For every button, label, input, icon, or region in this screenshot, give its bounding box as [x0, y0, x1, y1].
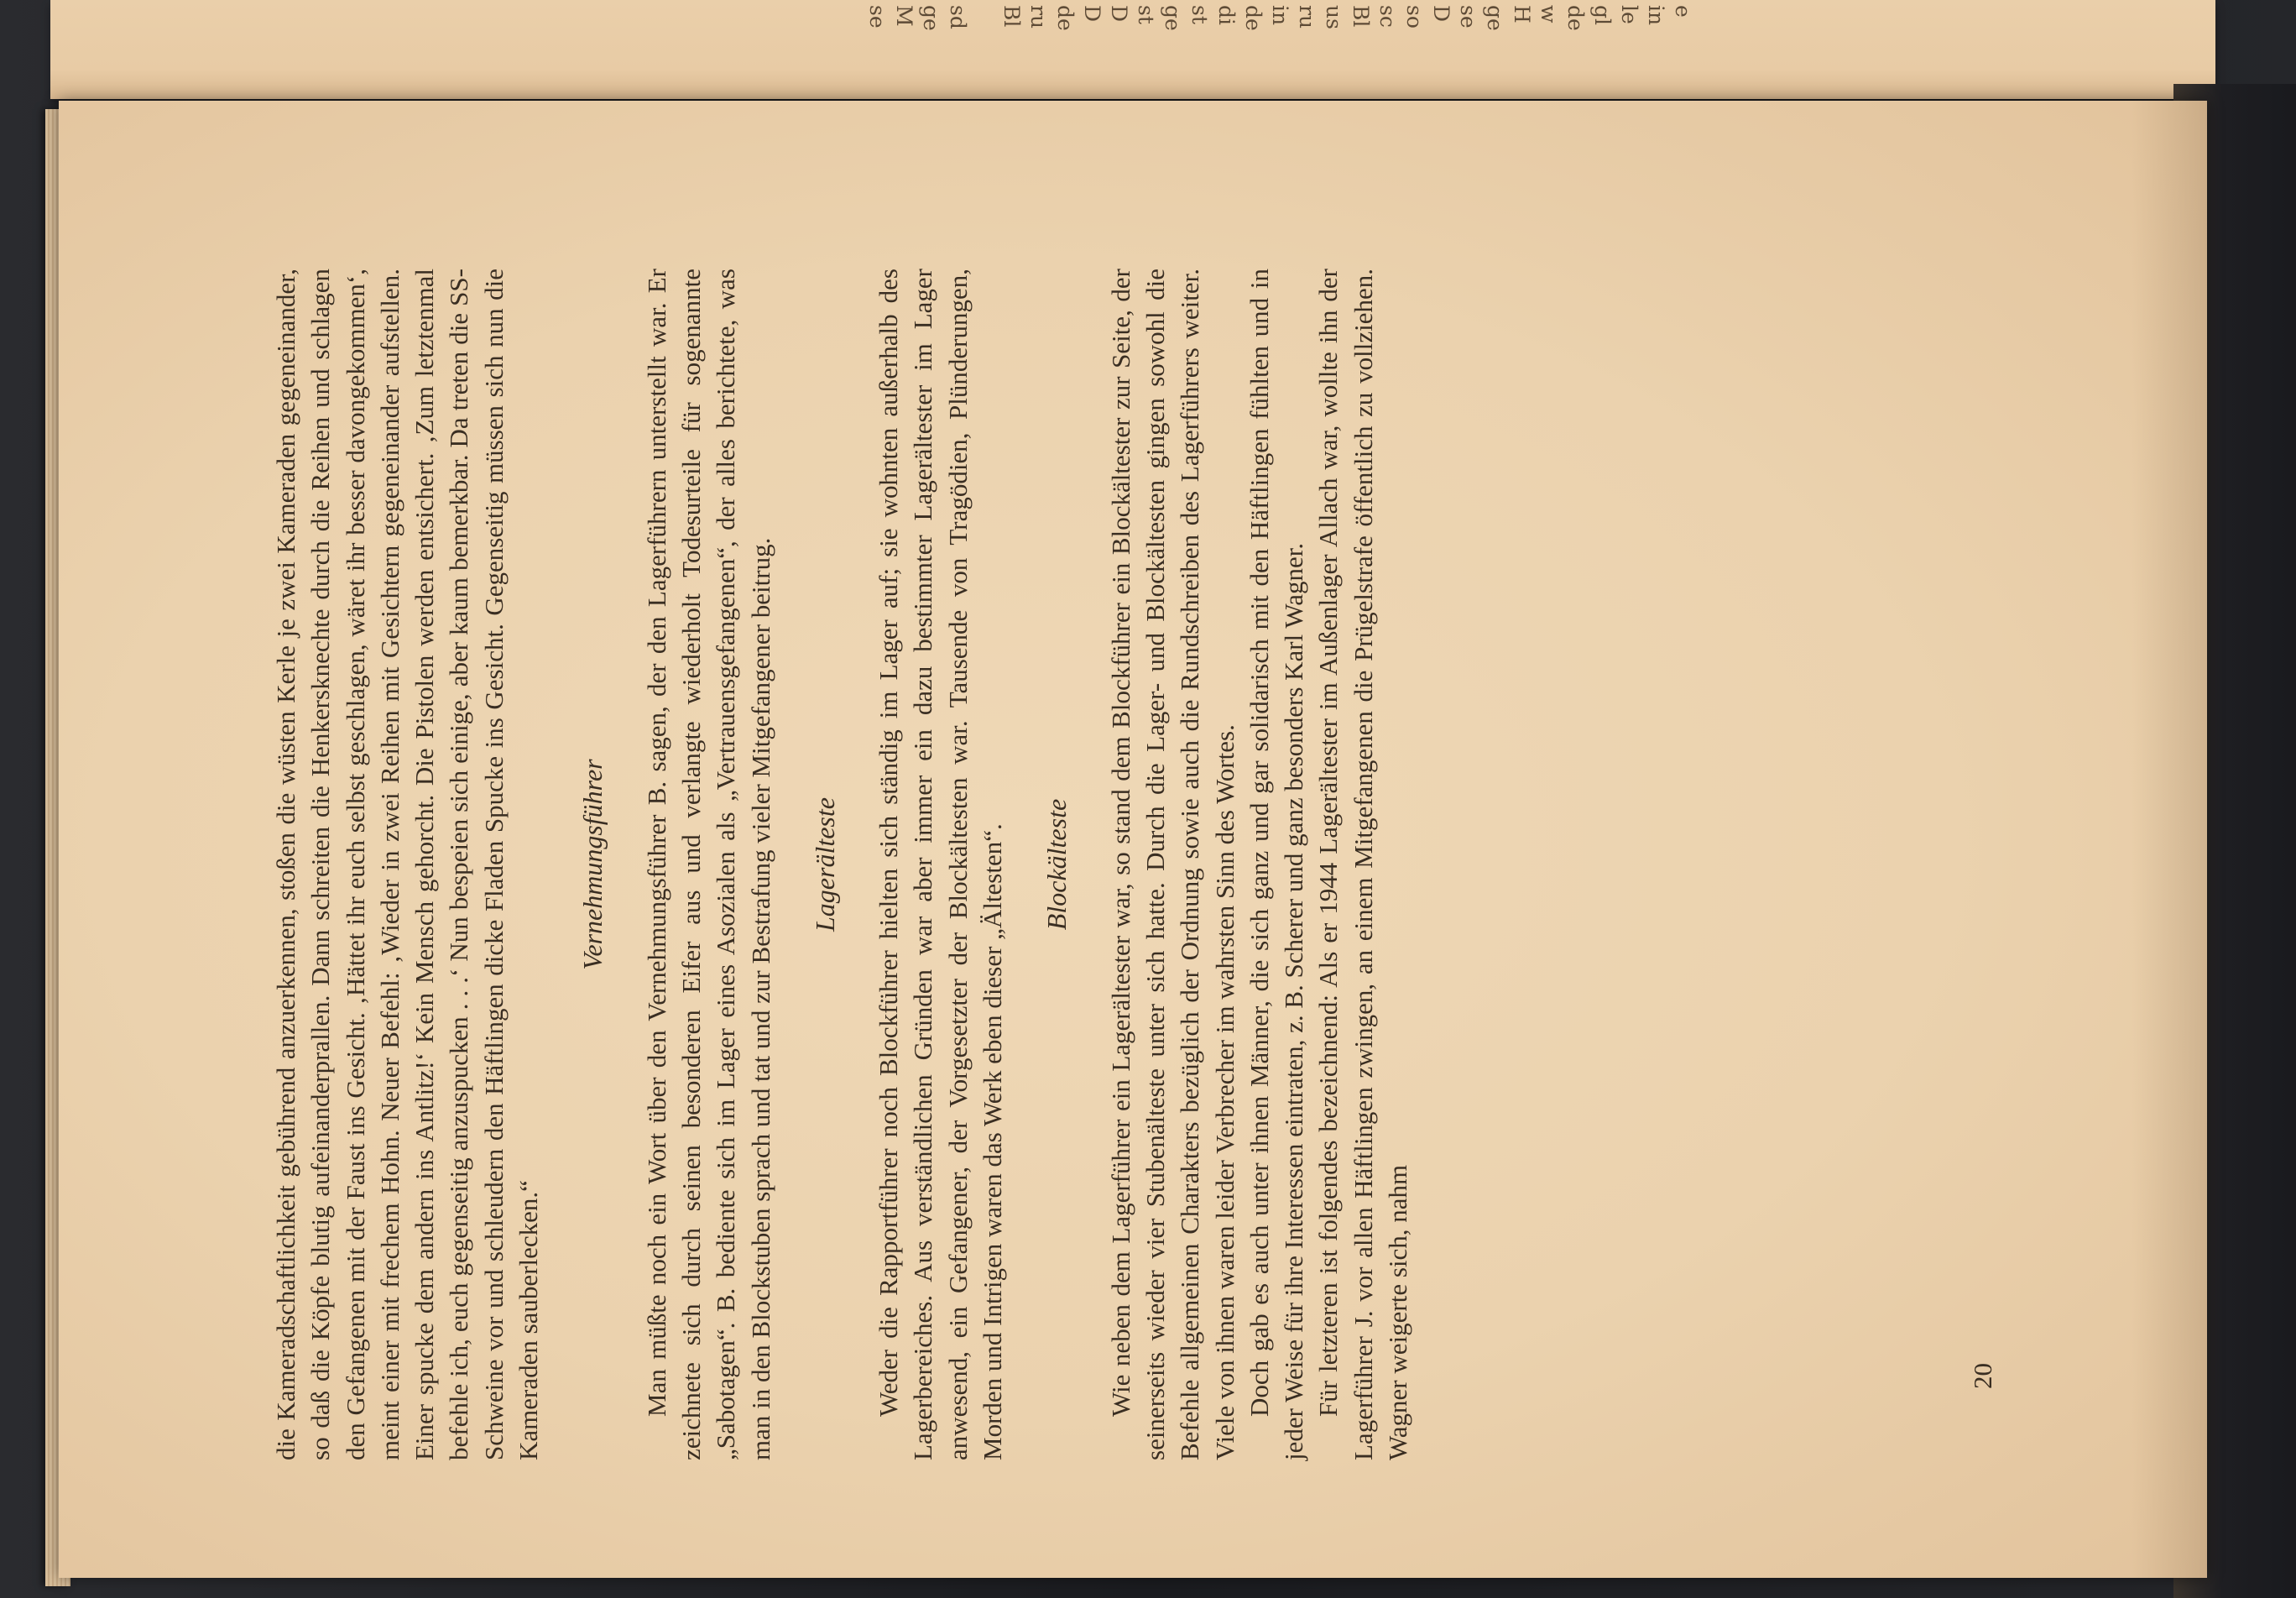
next-page-edge	[50, 0, 2215, 99]
next-page-fragment: Bl	[999, 5, 1024, 28]
next-page-fragment: e	[1671, 5, 1695, 18]
next-page-fragment: sd	[946, 5, 970, 29]
next-page-fragment: M	[892, 5, 916, 27]
next-page-fragment: ru	[1026, 5, 1051, 29]
next-page-fragment: in	[1644, 5, 1668, 26]
next-page-fragment: ru	[1295, 5, 1319, 29]
next-page-fragment: se	[1456, 5, 1480, 29]
paragraph: Für letzteren ist folgendes bezeichnend: Als er 1944 Lagerältester im Außenlager Allach war, wollte ihn der Lagerführer J. vor allen Häftlingen zwingen, an einem Mitgefangenen die Prügelstrafe öffentlich zu vollziehen. Wagner weigerte sich, nahm	[1313, 269, 1413, 1460]
next-page-fragment: in	[1268, 5, 1292, 26]
next-page-fragment: se	[865, 5, 890, 29]
next-page-fragment: Bl	[1349, 5, 1373, 28]
page-number: 20	[1968, 1363, 1997, 1389]
next-page-fragment: so	[1402, 5, 1427, 29]
section-heading-vernehmungsfuehrer: Vernehmungsführer	[577, 759, 608, 970]
next-page-fragment: sc	[1375, 5, 1400, 28]
next-page-fragment: ge	[919, 5, 943, 31]
paragraph: die Kameradschaftlichkeit gebührend anzuerkennen, stoßen die wüsten Kerle je zwei Kameraden gegeneinander, so daß die Köpfe blutig aufeinanderprallen. Dann schreiten die Henkersknechte durch die Reihen und schlagen den Gefangenen mit der Faust ins Gesicht. ‚Hättet ihr euch selbst geschlagen, wäret ihr besser davongekommen‘, meint einer mit frechem Hohn. Neuer Befehl: ‚Wieder in zwei Reihen mit Gesichtern gegeneinander aufstellen. Einer spucke dem andern ins Antlitz!‘ Kein Mensch gehorcht. Die Pistolen werden entsichert. ‚Zum letztenmal befehle ich, euch gegenseitig anzuspucken . . .‘ Nun bespeien sich einige, aber kaum bemerkbar. Da treten die SS-Schweine vor und schleudern den Häftlingen dicke Fladen Spucke ins Gesicht. Gegenseitig müssen sich nun die Kameraden sauberlecken.“	[271, 269, 544, 1460]
next-page-fragment: D	[1429, 5, 1453, 23]
next-page-fragment: D	[1080, 5, 1104, 23]
next-page-fragment: le	[1617, 5, 1641, 24]
paragraph: Weder die Rapportführer noch Blockführer hielten sich ständig im Lager auf; sie wohnten außerhalb des Lagerbereiches. Aus verständlichen Gründen war aber immer ein dazu bestimmter Lagerältester im Lager anwesend, ein Gefangener, der Vorgesetzter der Blockältesten war. Tausende von Tragödien, Plünderungen, Morden und Intrigen waren das Werk eben dieser „Ältesten“.	[874, 269, 1008, 1460]
next-page-fragment: us	[1322, 5, 1346, 29]
next-page-fragment: gl	[1590, 5, 1615, 25]
section-heading-blockaelteste: Blockälteste	[1041, 798, 1072, 931]
next-page-fragment: de	[1563, 5, 1588, 31]
next-page-fragment: D	[1107, 5, 1131, 23]
paragraph: Man müßte noch ein Wort über den Vernehmungsführer B. sagen, der den Lagerführern unterstellt war. Er zeichnete sich durch seinen besonderen Eifer aus und verlangte wiederholt Todesurteile für sogenannte „Sabotagen“. B. bediente sich im Lager eines Asozialen als „Vertrauensgefangenen“, der alles berichtete, was man in den Blockstuben sprach und tat und zur Bestrafung vieler Mitgefangener beitrug.	[641, 269, 775, 1460]
paragraph: Doch gab es auch unter ihnen Männer, die sich ganz und gar solidarisch mit den Häftlingen fühlten und in jeder Weise für ihre Interessen eintraten, z. B. Scherer und ganz besonders Karl Wagner.	[1244, 269, 1309, 1460]
next-page-fragment: st	[1187, 5, 1212, 24]
next-page-text-fragments	[865, 0, 1695, 99]
next-page-fragment: w	[1537, 5, 1561, 24]
section-heading-lageraelteste: Lagerälteste	[809, 797, 840, 932]
section-intro	[269, 269, 545, 1460]
next-page-fragment: ge	[1483, 5, 1507, 31]
page-text-block	[269, 269, 1415, 1460]
next-page-fragment: de	[1053, 5, 1078, 31]
paragraph: Wie neben dem Lagerführer ein Lagerältester war, so stand dem Blockführer ein Blockältester zur Seite, der seinerseits wieder vier Stubenälteste unter sich hatte. Durch die Lager- und Blockältesten gingen sowohl die Befehle allgemeinen Charakters bezüglich der Ordnung sowie auch die Rundschreiben des Lagerführers weiter. Viele von ihnen waren leider Verbrecher im wahrsten Sinn des Wortes.	[1105, 269, 1239, 1460]
next-page-fragment: de	[1241, 5, 1265, 31]
next-page-fragment: ge	[1161, 5, 1185, 31]
next-page-fragment: di	[1214, 5, 1239, 25]
next-page-fragment: st	[1134, 5, 1158, 24]
book-page	[59, 101, 2207, 1578]
next-page-fragment: H	[1510, 5, 1534, 24]
